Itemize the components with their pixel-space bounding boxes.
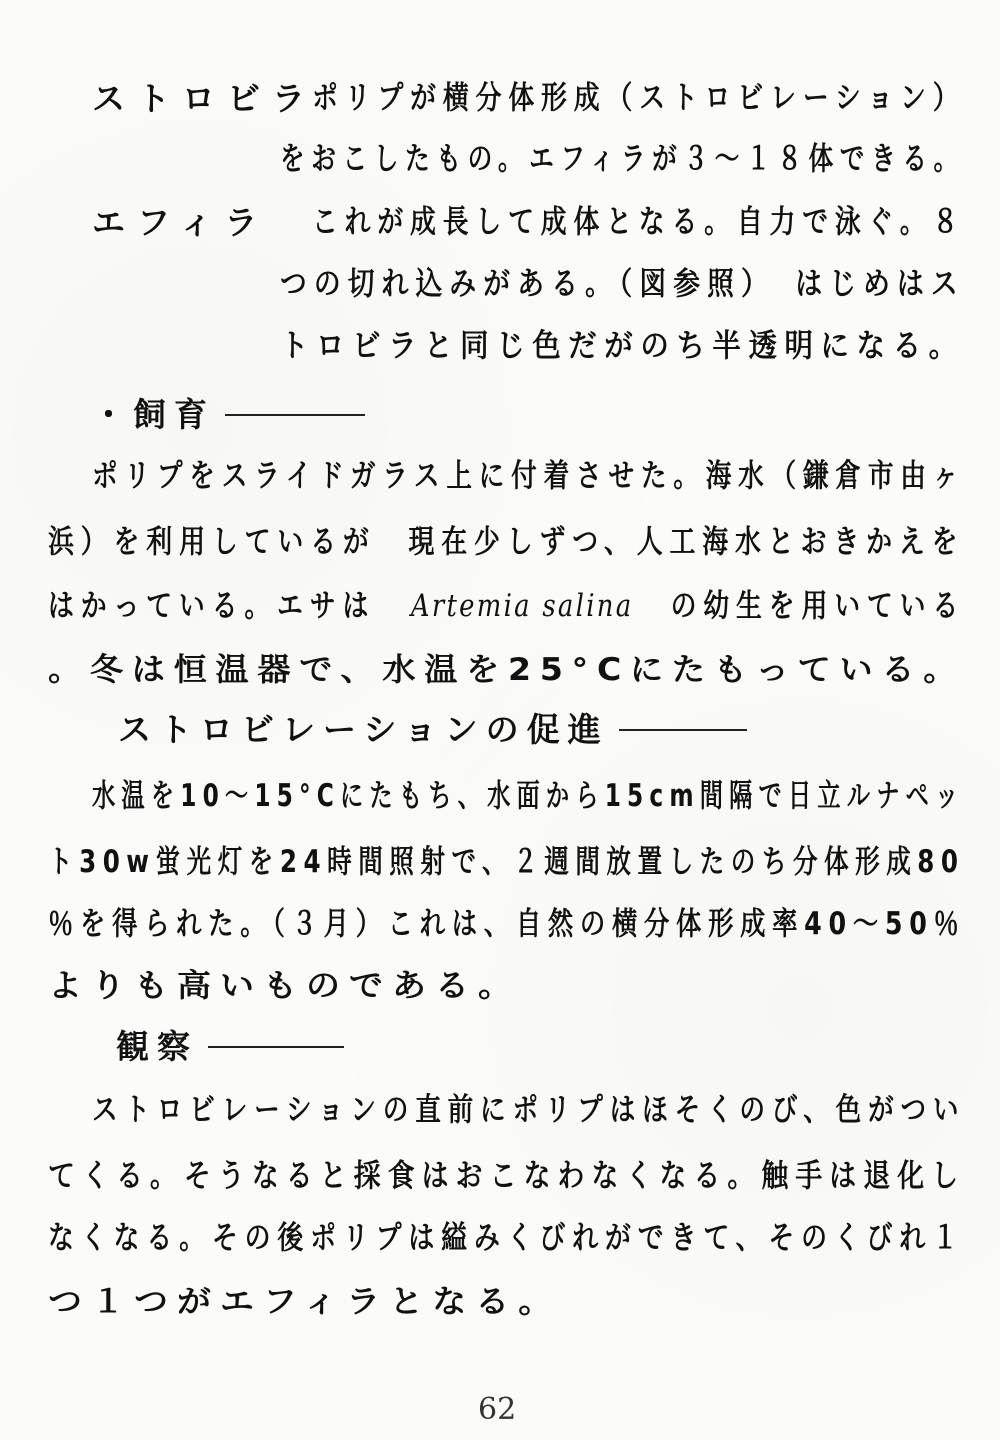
breeding-line-4: 。冬は恒温器で、水温を25°Cにたもっている。: [48, 651, 966, 689]
observation-line-4: つ１つがエフィラとなる。: [48, 1283, 562, 1321]
breeding-line-3-tail: の幼生を用いている: [670, 587, 966, 625]
page-number: 62: [478, 1392, 517, 1427]
breeding-heading-text: ・飼育: [92, 395, 215, 434]
observation-heading-text: 観察: [116, 1027, 198, 1066]
breeding-line-2: 浜）を利用しているが 現在少しずつ、人工海水とおきかえを: [48, 523, 965, 561]
promotion-line-4: よりも高いものである。: [48, 967, 521, 1005]
observation-line-1: ストロビレーションの直前にポリプはほそくのび、色がつい: [92, 1091, 966, 1129]
ephyra-definition-line-1: これが成長して成体となる。自力で泳ぐ。８: [312, 203, 966, 241]
promotion-line-1: 水温を10〜15°Cにたもち、水面から15cm間隔で日立ルナペッ: [92, 777, 965, 815]
breeding-line-1: ポリプをスライドガラス上に付着させた。海水（鎌倉市由ヶ: [92, 457, 966, 495]
observation-line-3: なくなる。その後ポリプは縊みくびれができて、そのくびれ１: [48, 1219, 965, 1257]
observation-heading: [116, 1027, 344, 1066]
promotion-heading-text: ストロビレーションの促進: [118, 710, 609, 749]
observation-line-2: てくる。そうなると採食はおこなわなくなる。触手は退化し: [48, 1157, 966, 1195]
promotion-heading-rule: [619, 729, 747, 731]
promotion-line-3: ％を得られた。（３月）これは、自然の横分体形成率40〜50％: [48, 905, 966, 943]
ephyra-definition-line-3: トロビラと同じ色だがのち半透明になる。: [280, 327, 965, 365]
promotion-line-2: ト30w蛍光灯を24時間照射で、２週間放置したのち分体形成80: [48, 843, 965, 881]
breeding-heading-rule: [225, 414, 365, 416]
term-ephyra: エフィラ: [92, 203, 270, 242]
ephyra-definition-line-2: つの切れ込みがある。（図参照） はじめはス: [280, 265, 965, 303]
breeding-heading: [92, 395, 365, 434]
breeding-line-3: [48, 587, 966, 625]
promotion-heading: [118, 710, 747, 749]
strobila-definition-line-2: をおこしたもの。エフィラが３〜１８体できる。: [280, 140, 965, 178]
species-name: Artemia salina: [410, 587, 634, 625]
term-strobila: ストロビラ: [92, 79, 317, 118]
observation-heading-rule: [208, 1046, 344, 1048]
breeding-line-3-text: はかっている。エサは: [48, 587, 376, 625]
strobila-definition-line-1: ポリプが横分体形成（ストロビレーション）: [312, 79, 966, 117]
